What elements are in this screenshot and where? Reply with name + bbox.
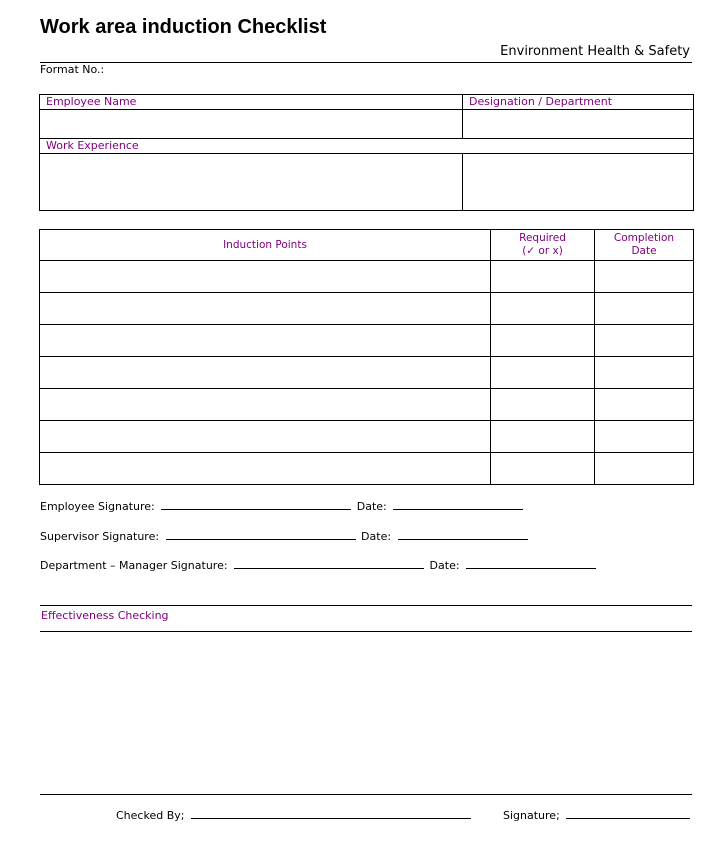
completion-header-line1: Completion [613,232,675,244]
required-cell[interactable] [491,453,595,485]
manager-signature-row [40,559,598,572]
work-experience-field-2[interactable] [463,154,694,211]
induction-points-table [39,229,694,485]
employee-name-label: Employee Name [46,95,137,108]
induction-point-cell[interactable] [40,389,491,421]
supervisor-signature-row [40,530,530,543]
manager-date-label: Date: [429,559,460,572]
page-title: Work area induction Checklist [40,16,327,38]
supervisor-signature-line[interactable] [166,538,356,540]
manager-signature-line[interactable] [234,567,424,569]
checked-by-line[interactable] [191,817,471,819]
completion-header-line2: Date [631,245,657,257]
work-experience-label: Work Experience [46,139,139,152]
table-row [40,261,694,293]
completion-date-cell[interactable] [595,421,694,453]
employee-name-label-cell [40,95,463,110]
table-row [40,389,694,421]
footer-signature-line[interactable] [566,817,690,819]
required-header-line2: (✓ or x) [522,245,563,257]
completion-date-cell[interactable] [595,293,694,325]
footer-signature-row [503,809,692,822]
employee-signature-line[interactable] [161,508,351,510]
completion-date-cell[interactable] [595,389,694,421]
completion-date-cell[interactable] [595,261,694,293]
supervisor-date-label: Date: [361,530,392,543]
manager-signature-label: Department – Manager Signature: [40,559,228,572]
required-cell[interactable] [491,389,595,421]
required-cell[interactable] [491,325,595,357]
employee-info-table [39,94,694,211]
work-experience-label-cell [40,139,694,154]
checked-by-label: Checked By; [116,809,185,822]
footer-rule [40,794,692,795]
employee-date-line[interactable] [393,508,523,510]
required-header [491,230,595,261]
work-experience-field[interactable] [40,154,463,211]
employee-name-field[interactable] [40,110,463,139]
employee-signature-label: Employee Signature: [40,500,155,513]
format-number-label: Format No.: [40,63,105,76]
induction-point-cell[interactable] [40,421,491,453]
employee-date-label: Date: [356,500,387,513]
table-row [40,453,694,485]
required-cell[interactable] [491,421,595,453]
header-rule [40,62,692,63]
completion-date-cell[interactable] [595,453,694,485]
induction-point-cell[interactable] [40,261,491,293]
table-row [40,325,694,357]
table-row [40,293,694,325]
supervisor-signature-label: Supervisor Signature: [40,530,160,543]
designation-label: Designation / Department [469,95,613,108]
required-cell[interactable] [491,261,595,293]
induction-point-cell[interactable] [40,293,491,325]
induction-points-header-text: Induction Points [223,238,307,251]
completion-date-cell[interactable] [595,325,694,357]
table-row [40,421,694,453]
required-cell[interactable] [491,293,595,325]
designation-label-cell [463,95,694,110]
manager-date-line[interactable] [466,567,596,569]
induction-point-cell[interactable] [40,453,491,485]
checked-by-row [116,809,473,822]
effectiveness-field[interactable] [40,632,692,792]
footer-signature-label: Signature; [503,809,560,822]
completion-date-header [595,230,694,261]
induction-point-cell[interactable] [40,357,491,389]
effectiveness-top-rule [40,605,692,606]
effectiveness-label: Effectiveness Checking [41,609,169,622]
required-header-line1: Required [519,232,566,244]
induction-point-cell[interactable] [40,325,491,357]
employee-signature-row [40,500,525,513]
supervisor-date-line[interactable] [398,538,528,540]
table-row [40,357,694,389]
required-cell[interactable] [491,357,595,389]
induction-points-header [40,230,491,261]
designation-field[interactable] [463,110,694,139]
completion-date-cell[interactable] [595,357,694,389]
department-header: Environment Health & Safety [500,44,690,59]
